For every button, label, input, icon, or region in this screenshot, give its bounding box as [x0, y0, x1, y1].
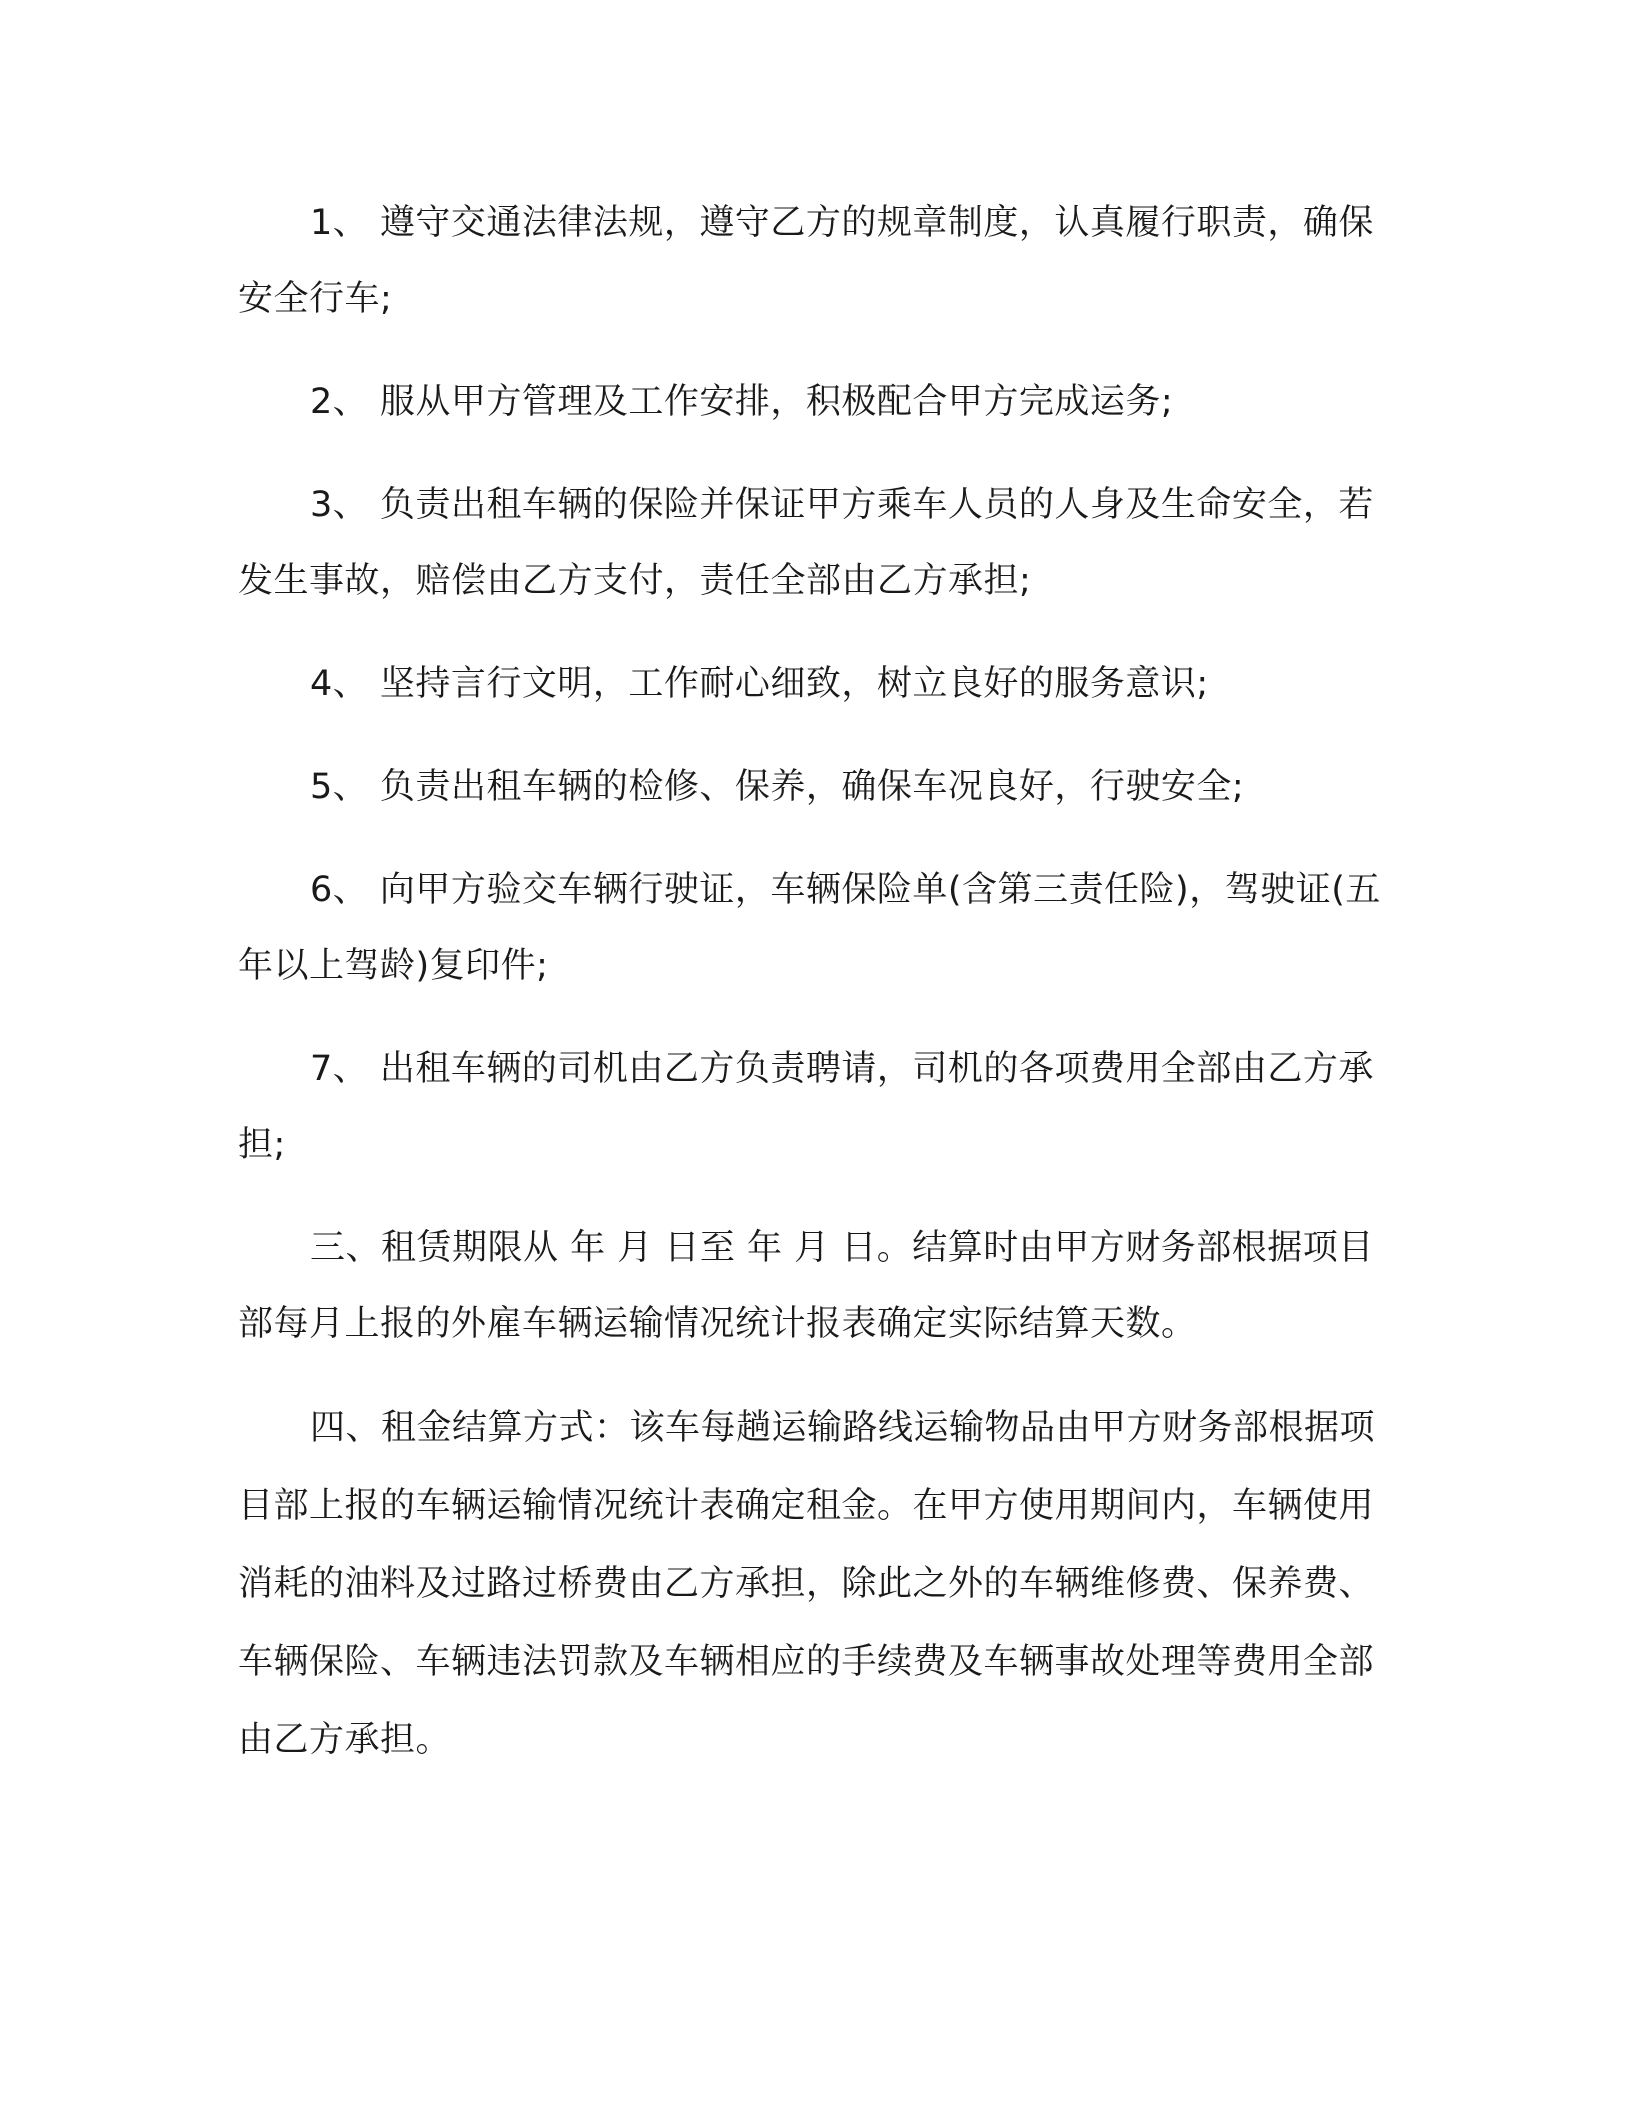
section-three-lease-term: 三、租赁期限从 年 月 日至 年 月 日。结算时由甲方财务部根据项目部每月上报的外雇车辆运输情况统计报表确定实际结算天数。: [238, 1228, 1374, 1344]
section-four-rent-settlement: 四、租金结算方式：该车每趟运输路线运输物品由甲方财务部根据项目部上报的车辆运输情况统计表确定租金。在甲方使用期间内，车辆使用消耗的油料及过路过桥费由乙方承担，除此之外的车辆维修费、保养费、车辆保险、车辆违法罚款及车辆相应的手续费及车辆事故处理等费用全部由乙方承担。: [238, 1408, 1376, 1760]
document-body: [238, 185, 1398, 1806]
clause-1: 1、 遵守交通法律法规，遵守乙方的规章制度，认真履行职责，确保安全行车;: [238, 203, 1374, 319]
clause-6: 6、 向甲方验交车辆行驶证，车辆保险单(含第三责任险)，驾驶证(五年以上驾龄)复印件;: [238, 870, 1381, 986]
clause-5: 5、 负责出租车辆的检修、保养，确保车况良好，行驶安全;: [310, 767, 1245, 807]
clause-2: 2、 服从甲方管理及工作安排，积极配合甲方完成运务;: [310, 382, 1174, 422]
clause-7: 7、 出租车辆的司机由乙方负责聘请，司机的各项费用全部由乙方承担;: [238, 1049, 1374, 1165]
clause-4: 4、 坚持言行文明，工作耐心细致，树立良好的服务意识;: [310, 664, 1209, 704]
clause-3: 3、 负责出租车辆的保险并保证甲方乘车人员的人身及生命安全，若发生事故，赔偿由乙方支付，责任全部由乙方承担;: [238, 485, 1374, 601]
